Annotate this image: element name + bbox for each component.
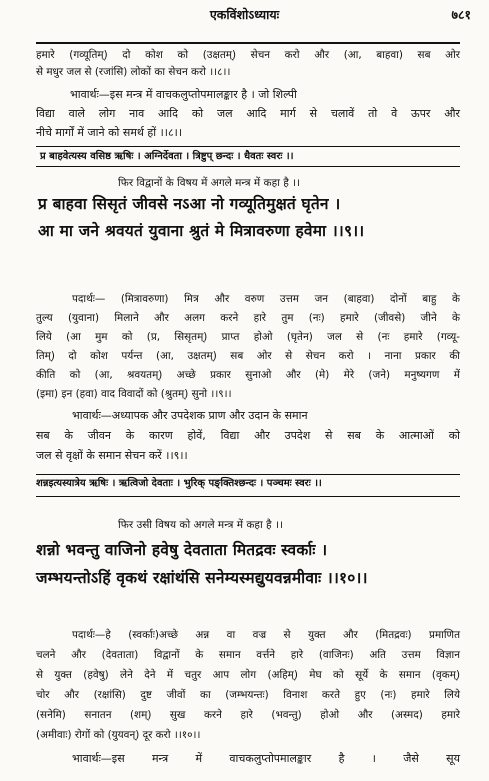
chapter-title: एकविंशोऽध्यायः	[209, 7, 280, 22]
rishi-devata-line: शन्नइत्यस्यात्रेय ऋषिः । ऋत्विजो देवताः । भुरिक् पङ्क्तिश्छन्दः । पञ्चमः स्वरः ।।	[36, 478, 322, 489]
bhavarth-line: जल से वृक्षों के समान सेचन करें ।।९।।	[36, 449, 188, 462]
bhavarth-heading-line: भावार्थः—अध्यापक और उपदेशक प्राण और उदान के समान	[72, 409, 308, 422]
mantra-intro: फिर विद्वानों के विषय में अगले मन्त्र में कहा है ।।	[118, 177, 301, 189]
page-number: ७८१	[451, 7, 471, 22]
padarth-line: से युक्त (हवेषु) लेने देने में चतुर आप लोग (अहिम्) मेघ को सूर्ये के समान (वृकम्)	[36, 669, 460, 681]
padarth-line: पदार्थः—हे (स्वर्काः)अच्छे अन्न वा वज्र से युक्त और (मितद्रवः) प्रमाणित	[72, 629, 460, 641]
padarth-line: चलने और (देवताता) विद्वानों के समान वर्त्तने हारे (वाजिनः) अति उत्तम विज्ञान	[36, 649, 460, 661]
paragraph-line: से मधुर जल से (रजांसि) लोकों का सेचन करो ।।८।।	[36, 66, 231, 78]
padarth-line: (इमा) इन (हवा) वाद विवादों को (श्रुतम्) सुनो ।।९।।	[36, 388, 232, 400]
mantra-intro: फिर उसी विषय को अगले मन्त्र में कहा है ।।	[118, 519, 283, 531]
mantra-line: आ मा जने श्रवयतं युवाना श्रुतं मे मित्रावरुणा हवेमा ।।९।।	[38, 222, 365, 240]
paragraph-line: हमारे (गव्यूतिम्) दो कोश को (उक्षतम्) सेचन करो और (आ, बाहवा) सब ओर	[36, 49, 460, 61]
header-rule	[36, 42, 460, 44]
section-rule	[36, 474, 460, 475]
padarth-line: तुल्य (युवाना) मिलाने और अलग करने हारे तुम (नः) हमारे (जीवसे) जीने के	[36, 312, 460, 324]
bhavarth-line: विद्या वाले लोग नाव आदि को जल आदि मार्ग से चलावें तो वे ऊपर और	[36, 107, 460, 120]
padarth-line: कीति को (आ, श्रवयतम्) अच्छे प्रकार सुनाओ और (मे) मेरे (जने) मनुष्यगण में	[36, 369, 460, 381]
bhavarth-heading-line: भावार्थः—इस मन्त्र में वाचकलुप्तोपमालङ्कार है । जो शिल्पी	[70, 88, 297, 101]
section-rule	[36, 166, 460, 167]
mantra-line: जम्भयन्तोऽहिं वृकथं रक्षांथंसि सनेम्यस्मद्युयवन्नमीवाः ।।१०।।	[36, 569, 368, 587]
bhavarth-line: नीचे मार्गों में जाने को समर्थ हों ।।८।।	[36, 126, 183, 139]
padarth-line: तिम्) दो कोश पर्यन्त (आ, उक्षतम्) सब ओर से सेचन करो । नाना प्रकार की	[36, 350, 460, 362]
rishi-devata-line: प्र बाहवेत्यस्य वसिष्ठ ऋषिः । अग्निर्देवता । त्रिष्टुप् छन्दः । धैवतः स्वरः ।।	[40, 151, 294, 162]
padarth-line: (अमीवाः) रोगों को (युयवन्) दूर करो ।।१०।।	[36, 729, 201, 741]
padarth-line: चोर और (रक्षांसि) दुष्ट जीवों का (जम्भयन्तः) विनाश करते हुए (नः) हमारे लिये	[36, 689, 460, 701]
mantra-line: प्र बाहवा सिसृतं जीवसे नऽआ नो गव्यूतिमुक्षतं घृतेन ।	[38, 195, 341, 213]
padarth-line: (सनेमि) सनातन (शम्) सुख करने हारे (भवन्तु) होओ और (अस्मद) हमारे	[36, 709, 460, 721]
page-header	[0, 4, 489, 26]
bhavarth-line: सब के जीवन के कारण होवें, विद्या और उपदेश से सब के आत्माओं को	[36, 429, 460, 442]
section-rule	[36, 146, 460, 147]
mantra-line: शन्नो भवन्तु वाजिनो हवेषु देवताता मितद्रवः स्वर्काः ।	[36, 541, 328, 559]
padarth-line: लिये (आ मुम को (प्र, सिसृतम्) प्राप्त होओ (घृतेन) जल से (नः हमारे (गव्यू-	[36, 331, 460, 343]
padarth-line: पदार्थः— (मित्रावरुणा) मित्र और वरुण उत्तम जन (बाहवा) दोनों बाहु के	[72, 293, 460, 305]
bhavarth-heading-line: भावार्थः—इस मन्त्र में वाचकलुप्तोपमालङ्कार है । जैसे सूय	[72, 752, 460, 765]
section-rule	[36, 496, 460, 497]
